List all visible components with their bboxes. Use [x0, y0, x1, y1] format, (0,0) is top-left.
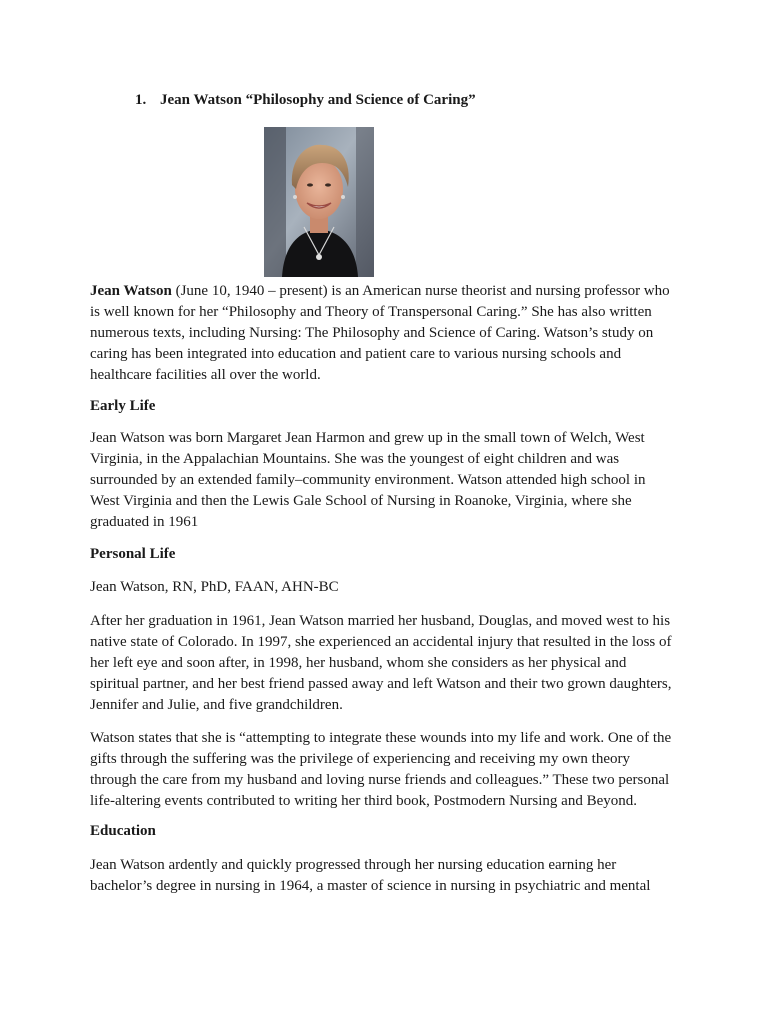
- intro-paragraph: [90, 281, 690, 386]
- education-line: Jean Watson ardently and quickly progressed through her nursing education earning her: [90, 857, 617, 873]
- personal-life-heading: Personal Life: [90, 546, 176, 562]
- intro-line-5: healthcare facilities all over the world.: [90, 367, 321, 383]
- education-line: bachelor’s degree in nursing in 1964, a master of science in nursing in psychiatric and mental: [90, 878, 651, 894]
- personal-life-line: life-altering events contributed to writing her third book, Postmodern Nursing and Beyond.: [90, 793, 637, 809]
- portrait-photo-icon: [264, 127, 374, 277]
- early-life-line: Jean Watson was born Margaret Jean Harmon and grew up in the small town of Welch, West: [90, 430, 645, 446]
- personal-life-paragraph-1: [90, 611, 690, 716]
- early-life-line: surrounded by an extended family–community environment. Watson attended high school in: [90, 472, 646, 488]
- portrait-photo: [264, 127, 374, 277]
- intro-line-1: (June 10, 1940 – present) is an American nurse theorist and nursing professor who: [171, 283, 670, 299]
- early-life-heading: Early Life: [90, 398, 156, 414]
- early-life-paragraph: [90, 428, 690, 533]
- personal-life-line: native state of Colorado. In 1997, she experienced an accidental injury that resulted in the loss of: [90, 634, 672, 650]
- early-life-line: graduated in 1961: [90, 514, 199, 530]
- intro-line-2: is well known for her “Philosophy and Theory of Transpersonal Caring.” She has also written: [90, 304, 652, 320]
- document-heading: [135, 92, 476, 109]
- personal-life-paragraph-2: [90, 728, 690, 812]
- heading-title: Jean Watson “Philosophy and Science of Caring”: [160, 92, 476, 108]
- early-life-line: Virginia, in the Appalachian Mountains. She was the youngest of eight children and was: [90, 451, 620, 467]
- personal-life-line: Jennifer and Julie, and five grandchildren.: [90, 697, 343, 713]
- personal-life-line: Watson states that she is “attempting to integrate these wounds into my life and work. One of the: [90, 730, 672, 746]
- personal-life-line: through the care from my husband and loving nurse friends and colleagues.” These two personal: [90, 772, 670, 788]
- personal-life-line: spiritual partner, and her best friend passed away and left Watson and their two grown daughters,: [90, 676, 672, 692]
- education-heading: Education: [90, 823, 156, 839]
- intro-line-4: caring has been integrated into education and patient care to various nursing schools and: [90, 346, 622, 362]
- credentials-text: Jean Watson, RN, PhD, FAAN, AHN-BC: [90, 579, 339, 595]
- early-life-line: West Virginia and then the Lewis Gale School of Nursing in Roanoke, Virginia, where she: [90, 493, 632, 509]
- intro-line-3: numerous texts, including Nursing: The Philosophy and Science of Caring. Watson’s study on: [90, 325, 654, 341]
- personal-life-line: After her graduation in 1961, Jean Watson married her husband, Douglas, and moved west to his: [90, 613, 671, 629]
- credentials-line: [90, 577, 690, 598]
- personal-life-line: her left eye and soon after, in 1998, her husband, whom she considers as her physical and: [90, 655, 627, 671]
- intro-name: Jean Watson: [90, 283, 172, 299]
- personal-life-line: gifts through the suffering was the privilege of experiencing and receiving my own theory: [90, 751, 630, 767]
- education-paragraph: [90, 855, 690, 897]
- heading-number: 1.: [135, 92, 147, 108]
